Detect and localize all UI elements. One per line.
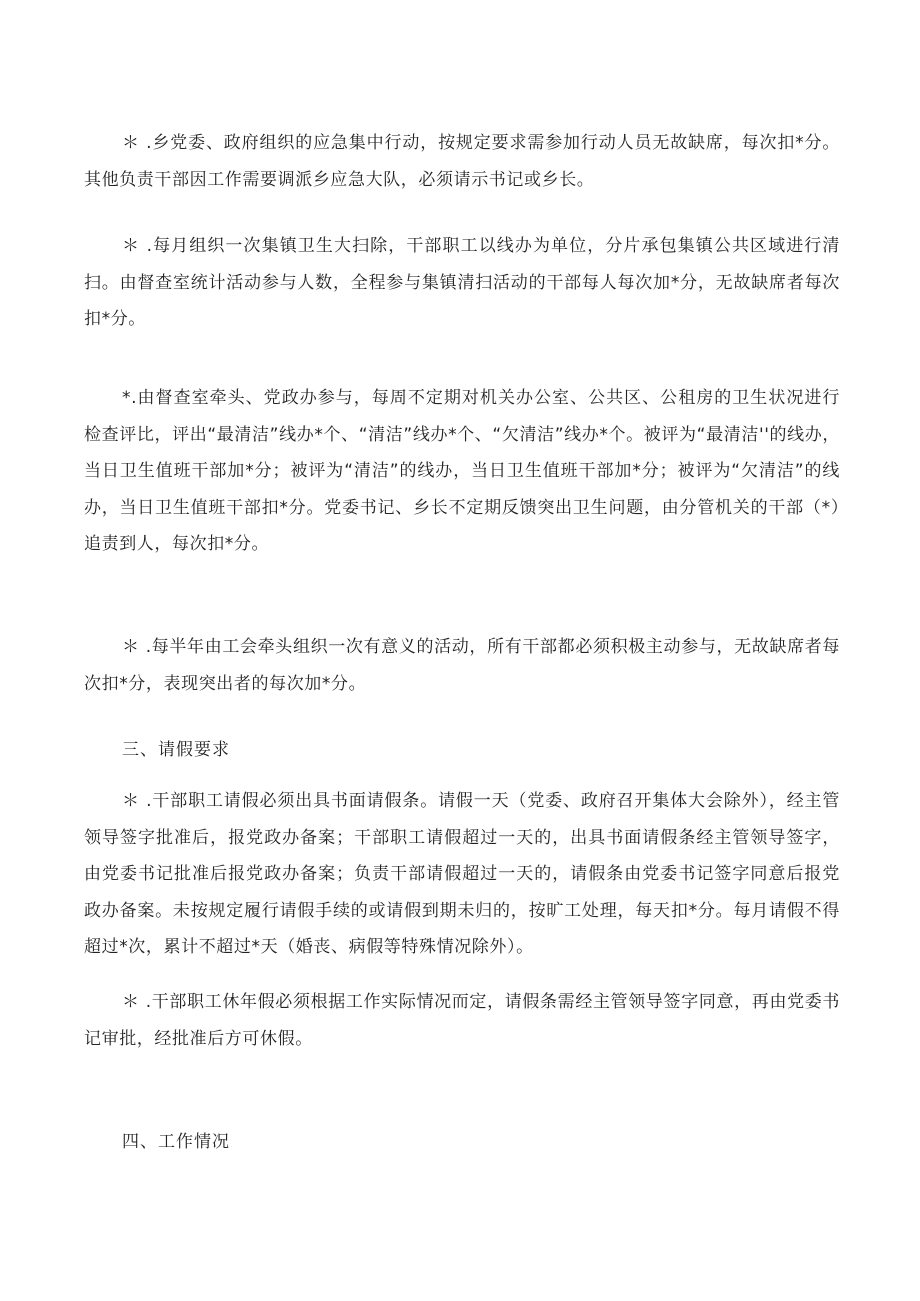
paragraph-annual-leave: ＊ .干部职工休年假必须根据工作实际情况而定，请假条需经主管领导签字同意，再由党委书记审批，经批准后方可休假。	[84, 992, 840, 1049]
paragraph-leave-request: ＊ .干部职工请假必须出具书面请假条。请假一天（党委、政府召开集体大会除外），经主管领导签字批准后，报党政办备案；干部职工请假超过一天的，出具书面请假条经主管领导签字，由党委书记批准后报党政办备案；负责干部请假超过一天的，请假条由党委书记签字同意后报党政办备案。未按规定履行请假手续的或请假到期未归的，按旷工处理，每天扣*分。每月请假不得超过*次，累计不超过*天（婚丧、病假等特殊情况除外）。	[84, 791, 840, 957]
paragraph-town-cleanup: ＊ .每月组织一次集镇卫生大扫除，干部职工以线办为单位，分片承包集镇公共区域进行清扫。由督查室统计活动参与人数，全程参与集镇清扫活动的干部每人每次加*分，无故缺席者每次扣*分。	[84, 236, 840, 329]
paragraph-union-activity: ＊ .每半年由工会牵头组织一次有意义的活动，所有干部都必须积极主动参与，无故缺席者每次扣*分，表现突出者的每次加*分。	[84, 637, 840, 694]
paragraph-hygiene-inspection: *.由督查室牵头、党政办参与，每周不定期对机关办公室、公共区、公租房的卫生状况进行检查评比，评出“最清洁”线办*个、“清洁”线办*个、“欠清洁”线办*个。被评为“最清洁''的线办，当日卫生值班干部加*分；被评为“清洁”的线办，当日卫生值班干部加*分；被评为“欠清洁”的线办，当日卫生值班干部扣*分。党委书记、乡长不定期反馈突出卫生问题，由分管机关的干部（*）追责到人，每次扣*分。	[84, 388, 840, 554]
section-heading-leave: 三、请假要求	[122, 740, 230, 760]
paragraph-emergency-action: ＊ .乡党委、政府组织的应急集中行动，按规定要求需参加行动人员无故缺席，每次扣*分。其他负责干部因工作需要调派乡应急大队，必须请示书记或乡长。	[84, 133, 840, 190]
section-heading-work: 四、工作情况	[122, 1132, 230, 1152]
